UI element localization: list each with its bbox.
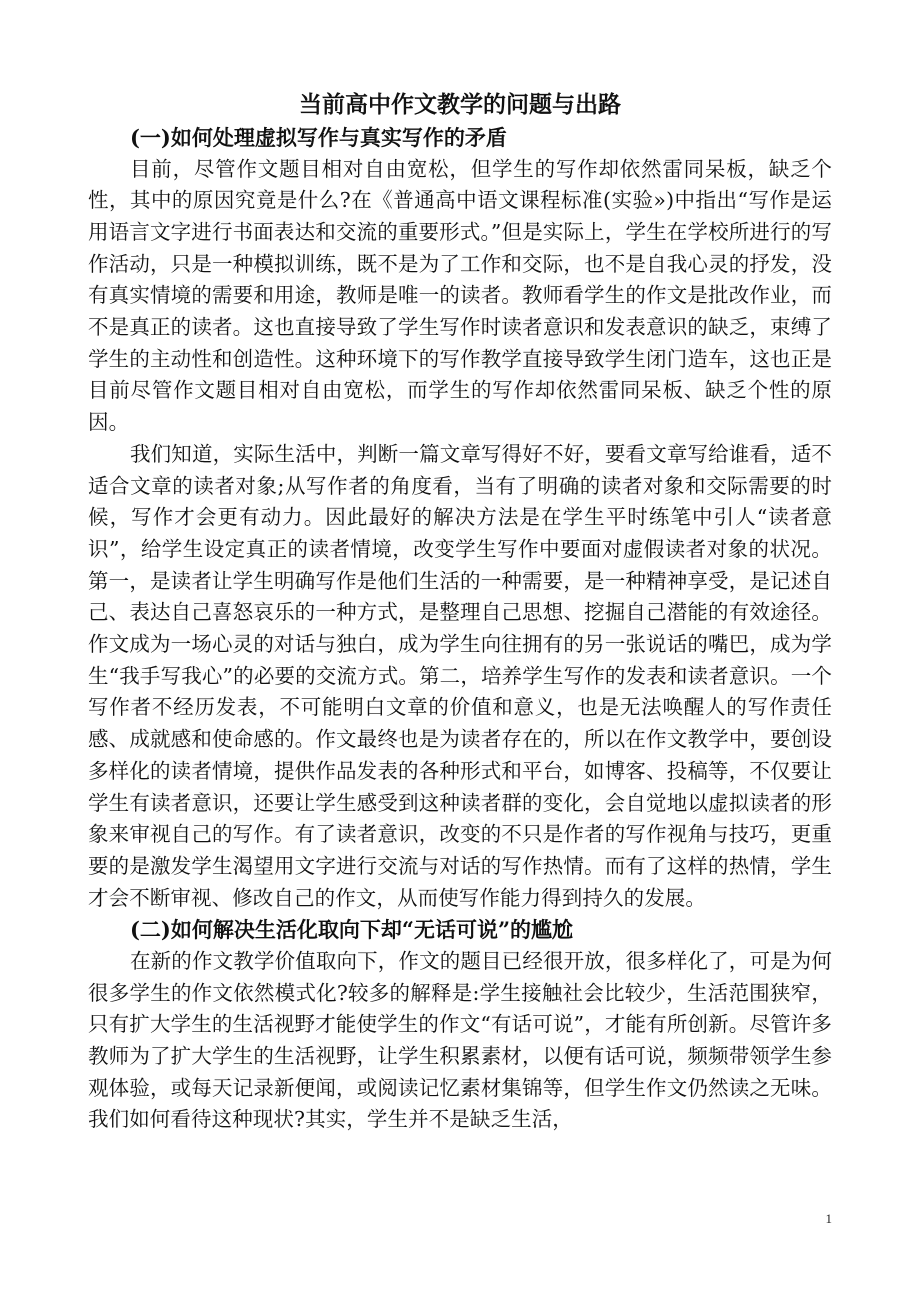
paragraph-3: 在新的作文教学价值取向下，作文的题目已经很开放，很多样化了，可是为何很多学生的作文依然模式化?较多的解释是:学生接触社会比较少，生活范围狭窄，只有扩大学生的生活视野才能使学生的作文“有话可说”，才能有所创新。尽管许多教师为了扩大学生的生活视野，让学生积累素材，以便有话可说，频频带领学生参观体验，或每天记录新便闻，或阅读记忆素材集锦等，但学生作文仍然读之无味。我们如何看待这种现状?其实，学生并不是缺乏生活， (88, 948, 832, 1132)
paragraph-2: 我们知道，实际生活中，判断一篇文章写得好不好，要看文章写给谁看，适不适合文章的读者对象;从写作者的角度看，当有了明确的读者对象和交际需要的时候，写作才会更有动力。因此最好的解决方法是在学生平时练笔中引人“读者意识”，给学生设定真正的读者情境，改变学生写作中要面对虚假读者对象的状况。第一，是读者让学生明确写作是他们生活的一种需要，是一种精神享受，是记述自己、表达自己喜怒哀乐的一种方式，是整理自己思想、挖掘自己潜能的有效途径。作文成为一场心灵的对话与独白，成为学生向往拥有的另一张说话的嘴巴，成为学生“我手写我心”的必要的交流方式。第二，培养学生写作的发表和读者意识。一个写作者不经历发表，不可能明白文章的价值和意义，也是无法唤醒人的写作责任感、成就感和使命感的。作文最终也是为读者存在的，所以在作文教学中，要创设多样化的读者情境，提供作品发表的各种形式和平台，如博客、投稿等，不仅要让学生有读者意识，还要让学生感受到这种读者群的变化，会自觉地以虚拟读者的形象来审视自己的写作。有了读者意识，改变的不只是作者的写作视角与技巧，更重要的是激发学生渴望用文字进行交流与对话的写作热情。而有了这样的热情，学生才会不断审视、修改自己的作文，从而使写作能力得到持久的发展。 (88, 441, 832, 910)
section-heading-1: (一)如何处理虚拟写作与真实写作的矛盾 (130, 125, 507, 150)
paragraph-1: 目前，尽管作文题目相对自由宽松，但学生的写作却依然雷同呆板，缺乏个性，其中的原因究竟是什么?在《普通高中语文课程标准(实验»)中指出“写作是运用语言文字进行书面表达和交流的重要形式。”但是实际上，学生在学校所进行的写作活动，只是一种模拟训练，既不是为了工作和交际，也不是自我心灵的抒发，没有真实情境的需要和用途，教师是唯一的读者。教师看学生的作文是批改作业，而不是真正的读者。这也直接导致了学生写作时读者意识和发表意识的缺乏，束缚了学生的主动性和创造性。这种环境下的写作教学直接导致学生闭门造车，这也正是目前尽管作文题目相对自由宽松，而学生的写作却依然雷同呆板、缺乏个性的原因。 (88, 156, 832, 435)
section-heading-2: (二)如何解决生活化取向下却“无话可说”的尴尬 (130, 917, 574, 943)
page-number: 1 (825, 1211, 832, 1226)
document-title: 当前高中作文教学的问题与出路 (299, 91, 621, 118)
document-body (88, 88, 832, 1136)
